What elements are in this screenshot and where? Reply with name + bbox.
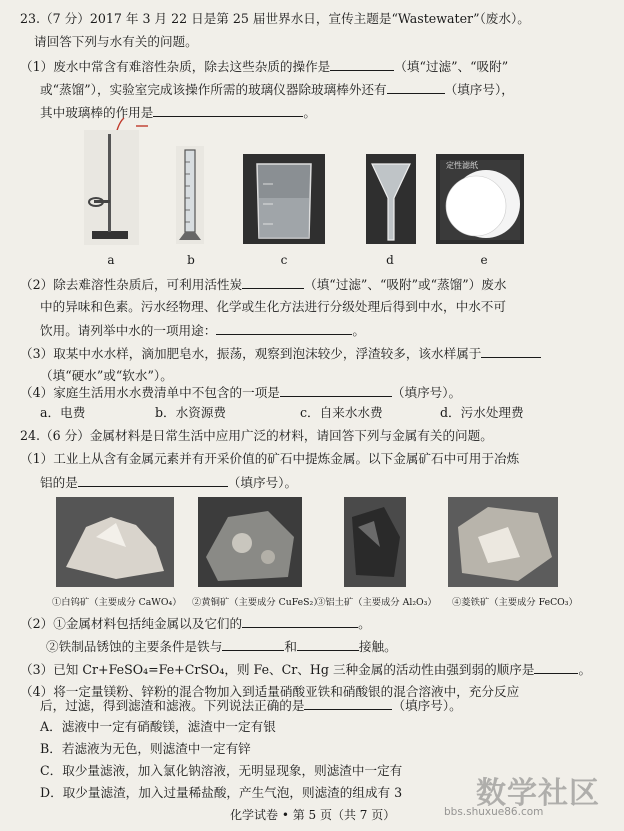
- q24-p1-line2: 铝的是 （填序号）。: [40, 475, 298, 490]
- q23-p2-blank-use[interactable]: [216, 321, 352, 335]
- q24-p4-opt-A: A．滤液中一定有硝酸镁，滤渣中一定有银: [40, 719, 276, 734]
- q24-p2-blank-2[interactable]: [297, 637, 359, 651]
- label-b: b: [187, 253, 195, 267]
- scheelite-image: [56, 497, 174, 587]
- graduated-cylinder-image: [176, 146, 204, 244]
- q23-header: 23.（7 分）2017 年 3 月 22 日是第 25 届世界水日，宣传主题是“Wastewater”（废水）。: [20, 11, 530, 26]
- q23-p3-line1: （3）取某中水水样，滴加肥皂水，振荡，观察到泡沫较少，浮渣较多，该水样属于: [20, 344, 541, 363]
- q23-p2-blank-charcoal[interactable]: [242, 275, 304, 289]
- q24-p1-line1: （1）工业上从含有金属元素并有开采价值的矿石中提炼金属。以下金属矿石中可用于冶炼: [20, 451, 520, 466]
- funnel-image: [366, 154, 416, 244]
- q24-p4-line1: （4）将一定量镁粉、锌粉的混合物加入到适量硝酸亚铁和硝酸银的混合溶液中，充分反应: [20, 684, 520, 699]
- q24-p2-blank-1[interactable]: [222, 637, 284, 651]
- q24-p3-blank[interactable]: [534, 660, 578, 674]
- page-footer: 化学试卷 • 第 5 页（共 7 页）: [230, 808, 396, 822]
- filter-paper-label: 定性滤纸: [446, 161, 478, 170]
- mineral-caption-chalcopyrite: ②黄铜矿（主要成分 CuFeS₂）: [192, 597, 323, 608]
- q24-p3-line1: （3）已知 Cr+FeSO₄=Fe+CrSO₄，则 Fe、Cr、Hg 三种金属的活动性由强到弱的顺序是 。: [20, 662, 592, 677]
- mineral-caption-scheelite: ①白钨矿（主要成分 CaWO₄）: [52, 597, 182, 608]
- q23-p2-line3: 饮用。请列举中水的一项用途： 。: [40, 323, 365, 338]
- q23-p3-line2: （填“硬水”或“软水”）。: [40, 368, 173, 383]
- mineral-caption-siderite: ④菱铁矿（主要成分 FeCO₃）: [452, 597, 578, 608]
- label-d: d: [386, 253, 394, 267]
- label-e: e: [480, 253, 488, 267]
- q23-p4-line1: （4）家庭生活用水水费清单中不包含的一项是 （填序号）。: [20, 385, 462, 400]
- q24-header: 24.（6 分）金属材料是日常生活中应用广泛的材料，请回答下列与金属有关的问题。: [20, 428, 493, 443]
- q23-p1-blank-rod-role[interactable]: [153, 103, 303, 117]
- filter-paper-image: [436, 154, 524, 244]
- q23-p4-blank[interactable]: [280, 383, 392, 397]
- label-c: c: [280, 253, 288, 267]
- mineral-caption-bauxite: ③铝土矿（主要成分 Al₂O₃）: [316, 597, 437, 608]
- q24-p4-blank[interactable]: [304, 696, 392, 710]
- q23-p4-opt-c: c．自来水水费: [300, 405, 383, 420]
- q24-p2-line2: ②铁制品锈蚀的主要条件是铁与 和 接触。: [46, 639, 397, 654]
- q24-p2-blank-alloy[interactable]: [242, 614, 358, 628]
- watermark-url: bbs.shuxue86.com: [444, 806, 544, 818]
- q23-p4-opt-b: b．水资源费: [155, 405, 227, 420]
- q23-number: 23.: [20, 11, 41, 26]
- q24-p1-blank[interactable]: [78, 473, 228, 487]
- q24-p4-opt-B: B．若滤液为无色，则滤渣中一定有锌: [40, 741, 251, 756]
- q24-p4-opt-D: D．取少量滤渣，加入过量稀盐酸，产生气泡，则滤渣的组成有 3: [40, 785, 403, 800]
- q24-number: 24.: [20, 428, 41, 443]
- q23-p1-line3: 其中玻璃棒的作用是 。: [40, 105, 316, 120]
- label-a: a: [107, 253, 115, 267]
- watermark-title: 数学社区: [476, 776, 600, 811]
- q23-intro: 请回答下列与水有关的问题。: [34, 34, 198, 49]
- q23-p4-opt-d: d．污水处理费: [440, 405, 524, 420]
- q24-p4-line2: 后，过滤，得到滤渣和滤液。下列说法正确的是 （填序号）。: [40, 698, 462, 713]
- site-watermark: [440, 768, 618, 824]
- iron-stand-image: [84, 130, 139, 245]
- q23-p2-line2: 中的异味和色素。污水经物理、化学或生化方法进行分级处理后得到中水，中水不可: [40, 299, 506, 314]
- bauxite-image: [344, 497, 406, 587]
- chalcopyrite-image: [198, 497, 302, 587]
- siderite-image: [448, 497, 558, 587]
- q24-p2-line1: （2）①金属材料包括纯金属以及它们的 。: [20, 616, 371, 631]
- q23-p2-line1: （2）除去难溶性杂质后，可利用活性炭 （填“过滤”、“吸附”或“蒸馏”）废水: [20, 277, 507, 292]
- q23-p3-blank-water-type[interactable]: [481, 344, 541, 358]
- q23-p1-line2: 或“蒸馏”），实验室完成该操作所需的玻璃仪器除玻璃棒外还有 （填序号），: [40, 82, 514, 97]
- q23-theme: Wastewater: [397, 11, 474, 26]
- q23-p4-opt-a: a．电费: [40, 405, 86, 420]
- q24-p4-opt-C: C．取少量滤液，加入氯化钠溶液，无明显现象，则滤渣中一定有: [40, 763, 403, 778]
- q23-p1-blank-operation[interactable]: [330, 57, 394, 71]
- q23-p1-line1: （1）废水中常含有难溶性杂质，除去这些杂质的操作是 （填“过滤”、“吸附”: [20, 59, 509, 74]
- q23-p1-blank-instruments[interactable]: [387, 80, 445, 94]
- beaker-image: [243, 154, 325, 244]
